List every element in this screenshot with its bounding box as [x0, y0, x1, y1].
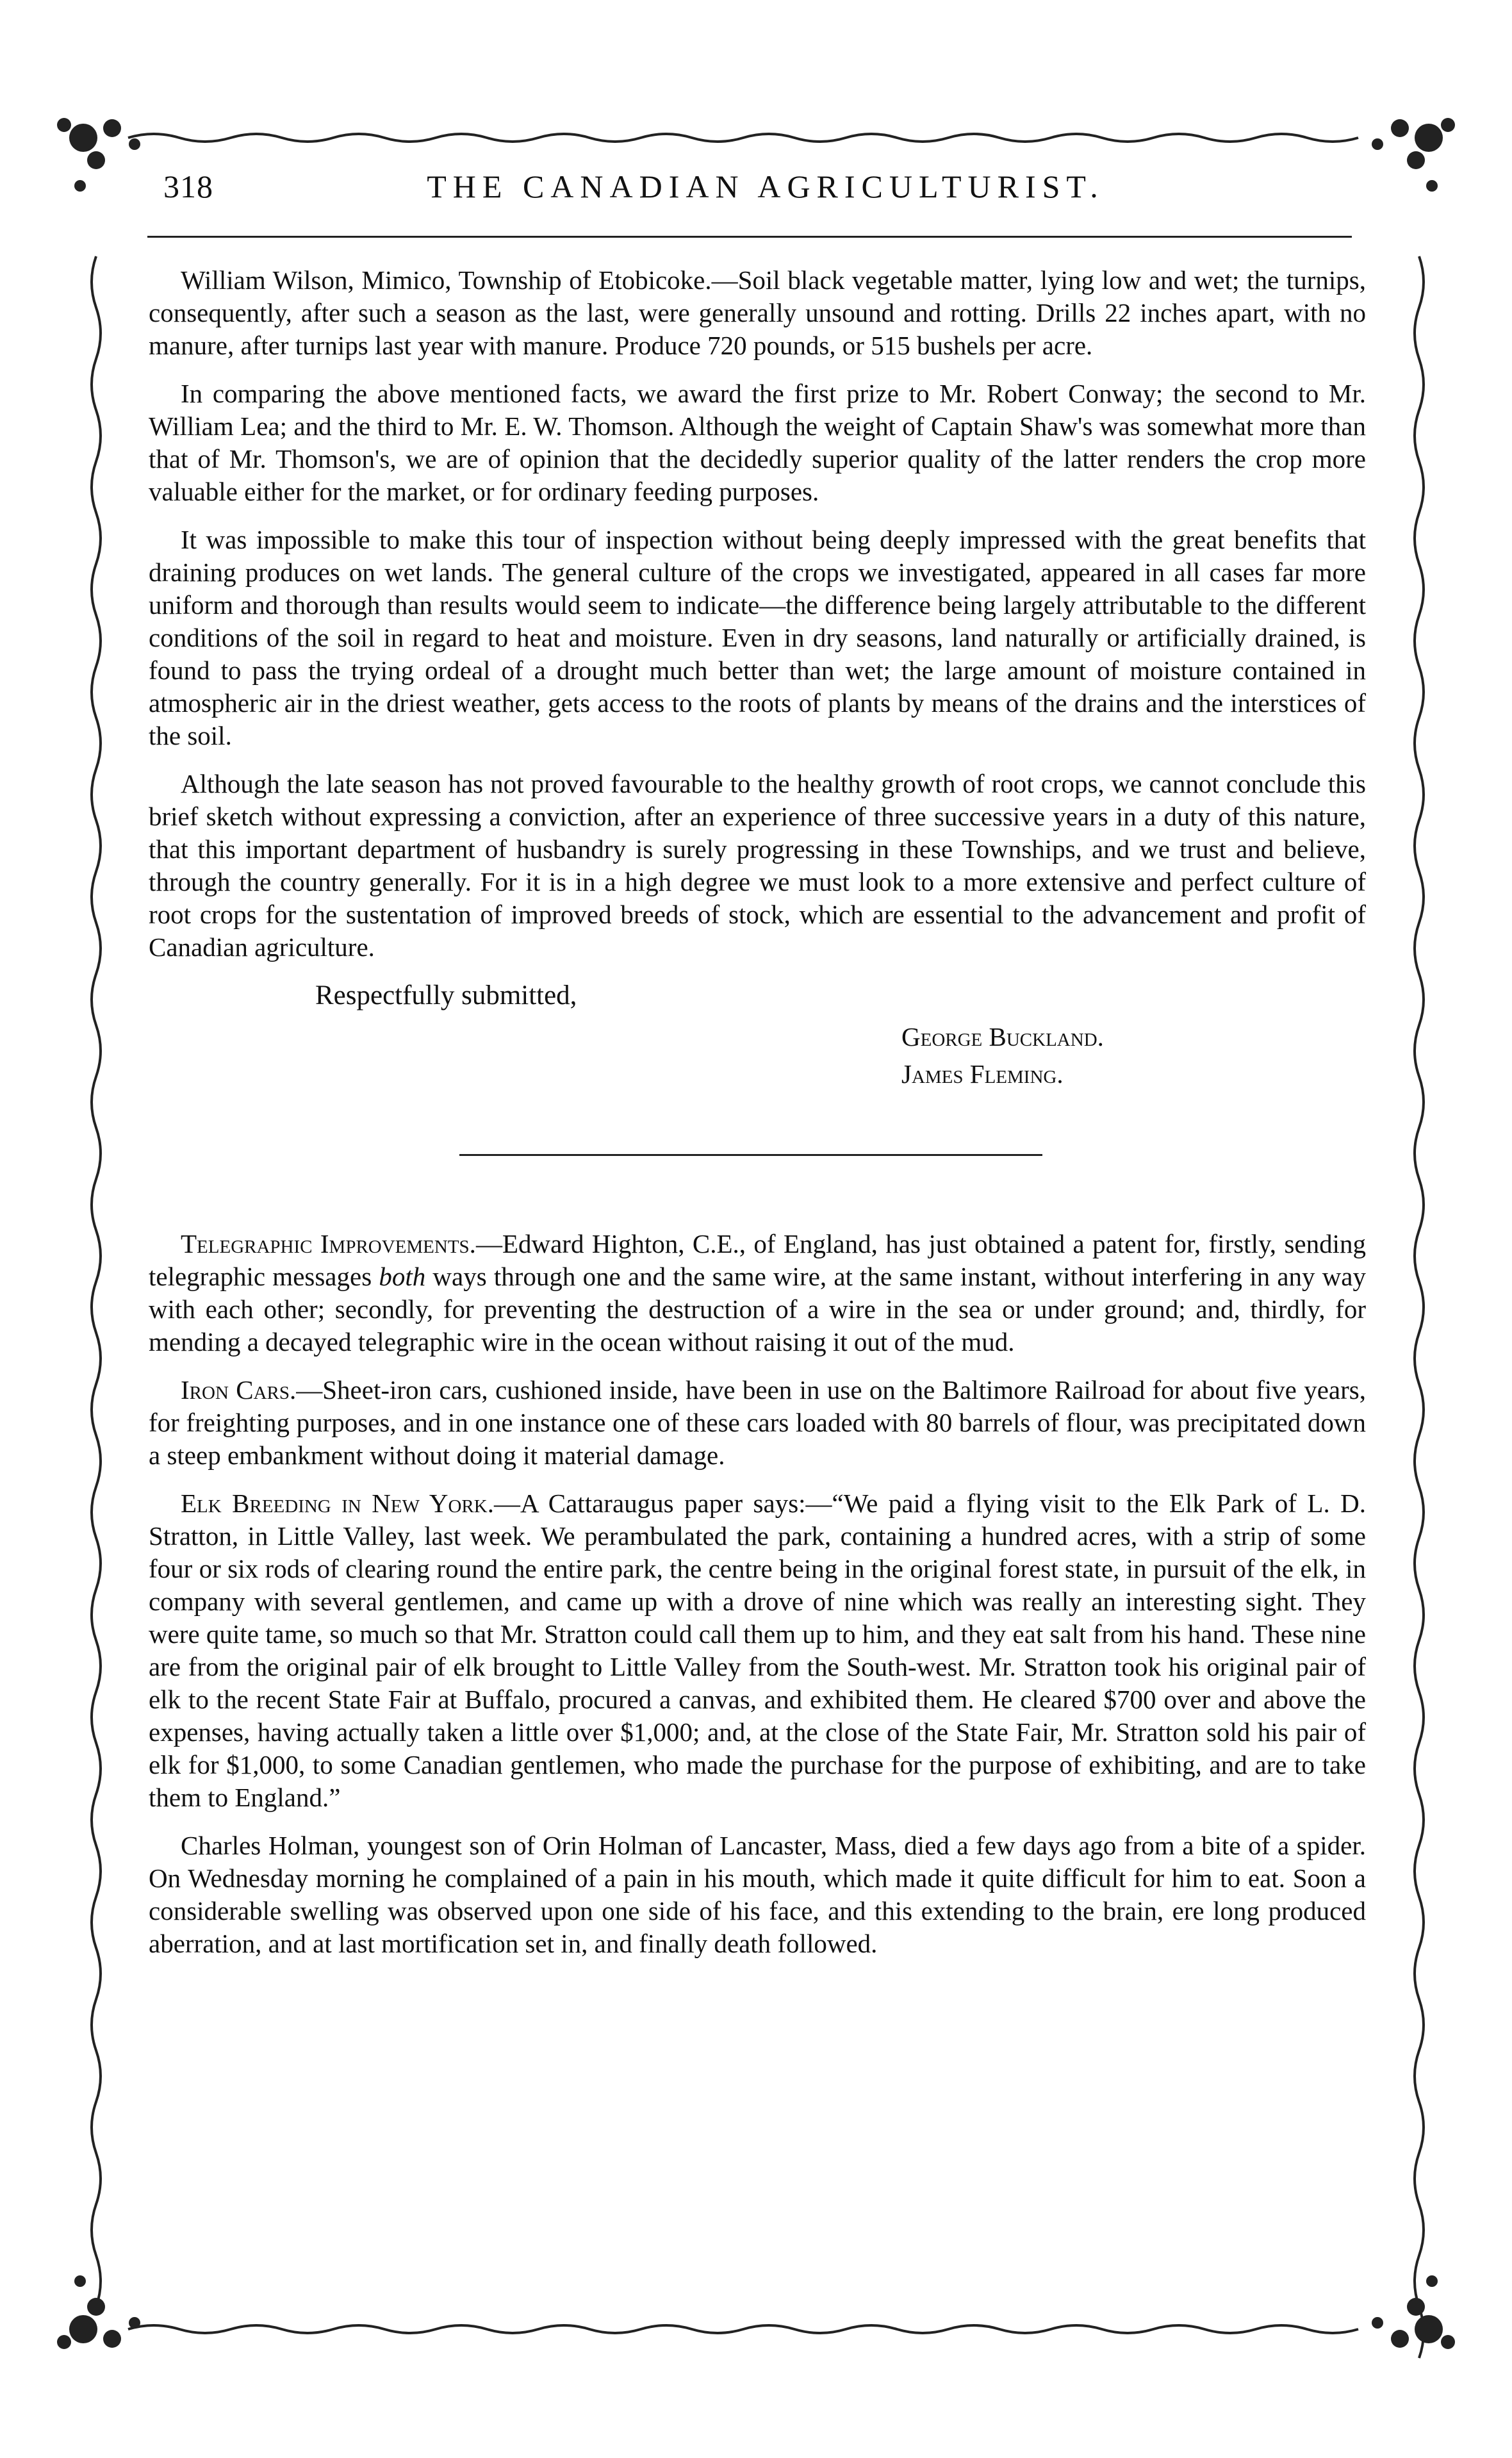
- corner-top-left: [57, 118, 140, 192]
- closing-line: Respectfully submitted,: [315, 980, 577, 1010]
- item-text: —A Cattaraugus paper says:—“We paid a flying visit to the Elk Park of L. D. Stratton, in Little Valley, last week. We perambulated the park, containing a hundred acres, with a strip of some four or six rods of clearing round the entire park, the centre being in the original forest state, in pursuit of the elk, in company with several gentlemen, and came up with a drove of nine which was really an interesting sight. They were quite tame, so much so that Mr. Stratton could call them up to him, and they eat salt from his hand. These nine are from the original pair of elk brought to Little Valley from the South-west. Mr. Stratton took his original pair of elk to the recent State Fair at Buffalo, procured a canvas, and exhibited them. He cleared $700 over and above the expenses, having actually taken a little over $1,000; and, at the close of the State Fair, Mr. Stratton sold his pair of elk for $1,000, to some Canadian gentlemen, who made the purchase for the purpose of exhibiting, and are to take them to England.”: [149, 1489, 1367, 1812]
- item-text: —Edward Highton, C.E., of England, has just obtained a patent for, firstly, sending telegraphic messages: [149, 1229, 1366, 1291]
- holman-item: Charles Holman, youngest son of Orin Holman of Lancaster, Mass, died a few days ago from a bite of a spider. On Wednesday morning he complained of a pain in his mouth, which made it quite difficult for him to eat. Soon a considerable swelling was observed upon one side of his face, and this extending to the brain, ere long produced aberration, and at last mortification set in, and finally death followed.: [149, 1831, 1366, 1958]
- signature-name: George Buckland.: [901, 1022, 1104, 1052]
- item-emphasis: both: [379, 1262, 426, 1291]
- iron-cars-item: [149, 1374, 1366, 1472]
- top-border-line: [128, 134, 1358, 142]
- corner-bottom-right: [1372, 2275, 1455, 2349]
- corner-bottom-left: [57, 2275, 140, 2349]
- right-border-line: [1415, 256, 1424, 2358]
- page-body: [149, 264, 1366, 1975]
- page-header: [163, 168, 1368, 219]
- report-paragraph: William Wilson, Mimico, Township of Etobicoke.—Soil black vegetable matter, lying low and wet; the turnips, consequently, after such a season as the last, were generally unsound and rotting. Drills 22 inches apart, with no manure, after turnips last year with manure. Produce 720 pounds, or 515 bushels per acre.: [149, 265, 1366, 360]
- elk-breeding-item: [149, 1487, 1366, 1814]
- bottom-border-line: [128, 2325, 1358, 2333]
- journal-title: THE CANADIAN AGRICULTURIST.: [427, 169, 1105, 204]
- left-border-line: [92, 256, 101, 2307]
- item-title: Telegraphic Improvements.: [181, 1229, 476, 1258]
- corner-top-right: [1372, 118, 1455, 192]
- header-rule: [147, 236, 1352, 238]
- item-text: ways through one and the same wire, at the same instant, without interfering in any way with each other; secondly, for preventing the destruction of a wire in the sea or under ground; and, thirdly, for mending a decayed telegraphic wire in the ocean without raising it out of the mud.: [149, 1262, 1367, 1357]
- telegraphic-item: [149, 1228, 1366, 1358]
- item-title: Elk Breeding in New York.: [181, 1489, 494, 1518]
- item-text: —Sheet-iron cars, cushioned inside, have been in use on the Baltimore Railroad for about five years, for freighting purposes, and in one instance one of these cars loaded with 80 barrels of flour, was precipitated down a steep embankment without doing it material damage.: [149, 1375, 1366, 1470]
- report-paragraph: It was impossible to make this tour of inspection without being deeply impressed with the great benefits that draining produces on wet lands. The general culture of the crops we investigated, appeared in all cases far more uniform and thorough than results would seem to indicate—the difference being largely attributable to the different conditions of the soil in regard to heat and moisture. Even in dry seasons, land naturally or artificially drained, is found to pass the trying ordeal of a drought much better than wet; the large amount of moisture contained in atmospheric air in the driest weather, gets access to the roots of plants by means of the drains and the interstices of the soil.: [149, 525, 1366, 750]
- report-section: [149, 264, 1366, 1093]
- item-title: Iron Cars.: [181, 1375, 297, 1405]
- section-separator: [459, 1154, 1042, 1156]
- page-number: 318: [163, 169, 213, 204]
- signature-name: James Fleming.: [901, 1059, 1064, 1089]
- report-paragraph: Although the late season has not proved favourable to the healthy growth of root crops, we cannot conclude this brief sketch without expressing a conviction, after an experience of three successive years in a duty of this nature, that this important department of husbandry is surely progressing in these Townships, and we trust and believe, through the country generally. For it is in a high degree we must look to a more extensive and perfect culture of root crops for the sustentation of improved breeds of stock, which are essential to the advancement and profit of Canadian agriculture.: [149, 769, 1366, 962]
- signature-block: [901, 1018, 1366, 1093]
- report-paragraph: In comparing the above mentioned facts, we award the first prize to Mr. Robert Conway; the second to Mr. William Lea; and the third to Mr. E. W. Thomson. Although the weight of Captain Shaw's was somewhat more than that of Mr. Thomson's, we are of opinion that the decidedly superior quality of the latter renders the crop more valuable either for the market, or for ordinary feeding purposes.: [149, 379, 1366, 506]
- news-items: [149, 1228, 1366, 1960]
